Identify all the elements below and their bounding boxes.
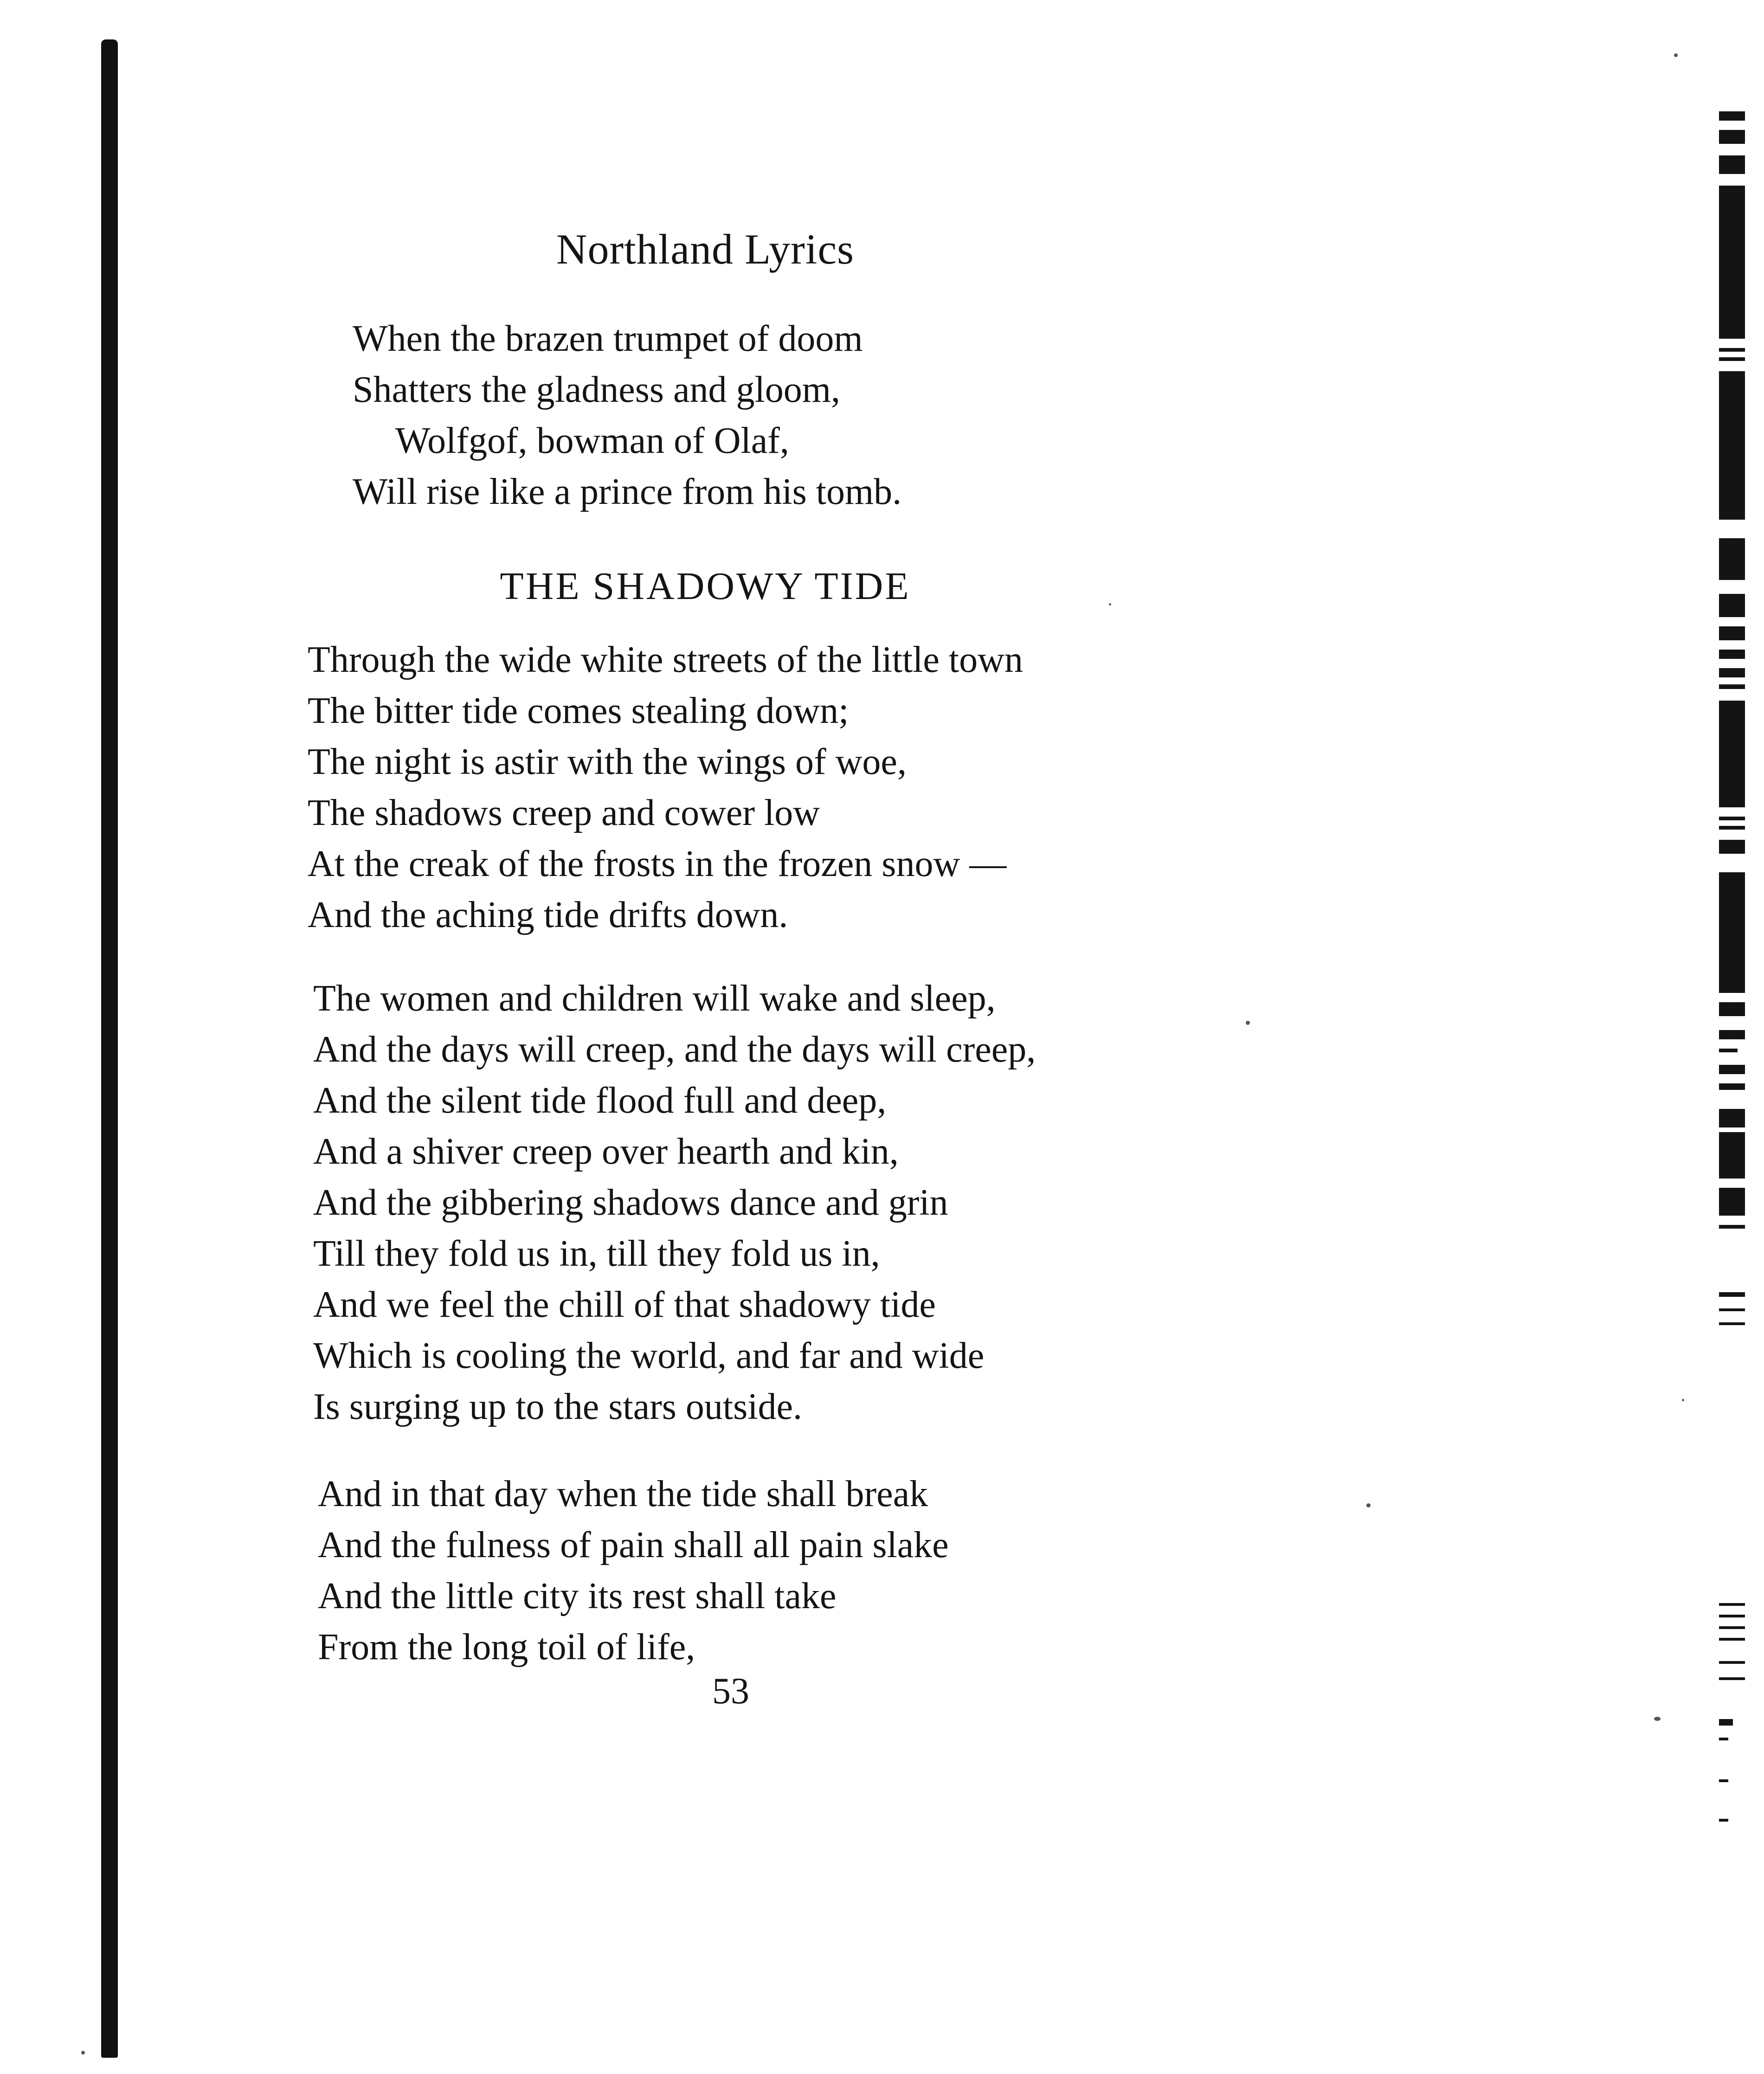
scan-speck	[81, 2051, 85, 2055]
stanza-2	[313, 973, 1036, 1432]
poem-line: And the little city its rest shall take	[318, 1576, 837, 1617]
stanza-3	[318, 1469, 949, 1673]
poem-line: Is surging up to the stars outside.	[313, 1386, 803, 1427]
scan-speck	[1366, 1503, 1371, 1507]
scan-edge-strip	[1719, 111, 1745, 1847]
scan-speck	[1674, 53, 1678, 57]
book-gutter-edge	[101, 39, 118, 2058]
poem-line: And the fulness of pain shall all pain slake	[318, 1525, 949, 1565]
poem-line: The bitter tide comes stealing down;	[308, 690, 849, 731]
poem-title: THE SHADOWY TIDE	[500, 565, 911, 608]
epigraph-line: Will rise like a prince from his tomb.	[353, 471, 902, 512]
epigraph-line: Wolfgof, bowman of Olaf,	[395, 420, 789, 461]
poem-line: At the creak of the frosts in the frozen snow —	[308, 844, 1007, 884]
epigraph-line: Shatters the gladness and gloom,	[353, 369, 840, 410]
poem-line: From the long toil of life,	[318, 1627, 695, 1668]
page-number: 53	[712, 1671, 749, 1712]
poem-line: Through the wide white streets of the little town	[308, 639, 1023, 680]
poem-line: The shadows creep and cower low	[308, 792, 820, 833]
poem-line: And the gibbering shadows dance and grin	[313, 1182, 948, 1223]
scan-speck	[1682, 1399, 1684, 1401]
poem-line: And a shiver creep over hearth and kin,	[313, 1131, 899, 1172]
poem-line: Till they fold us in, till they fold us in,	[313, 1233, 880, 1274]
stanza-1	[308, 634, 1023, 940]
poem-line: And the days will creep, and the days will creep,	[313, 1029, 1036, 1070]
scan-speck	[1654, 1717, 1661, 1721]
epigraph-line: When the brazen trumpet of doom	[353, 318, 863, 359]
epigraph	[353, 313, 901, 517]
poem-line: And we feel the chill of that shadowy tide	[313, 1284, 936, 1325]
running-head: Northland Lyrics	[556, 225, 854, 273]
poem-line: And the silent tide flood full and deep,	[313, 1080, 887, 1121]
poem-line: Which is cooling the world, and far and wide	[313, 1335, 985, 1376]
poem-line: And the aching tide drifts down.	[308, 895, 788, 935]
poem-line: And in that day when the tide shall break	[318, 1474, 928, 1514]
poem-line: The night is astir with the wings of woe,	[308, 741, 907, 782]
scan-speck	[1246, 1021, 1250, 1025]
poem-line: The women and children will wake and sleep,	[313, 978, 996, 1019]
